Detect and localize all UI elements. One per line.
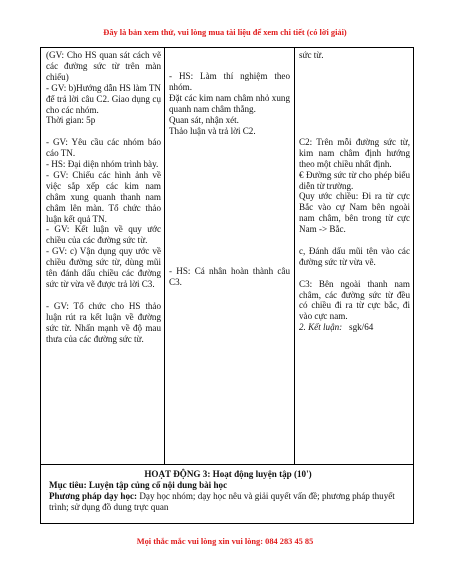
col1-text: - GV: Tổ chức cho HS thảo luận rút ra kết luận về đường sức từ. Nhấn mạnh về độ mau thưa của các đường sức từ.: [46, 300, 161, 344]
col3-text: Quy ước chiều: Đi ra từ cực Bắc vào cự Nam bên ngoài nam châm, bên trong từ cực Nam -> Bắc.: [299, 191, 410, 235]
content-column: [295, 48, 413, 464]
conclusion-value: sgk/64: [349, 322, 374, 333]
col1-text: - GV: Yêu cầu các nhóm báo cáo TN.: [46, 137, 161, 159]
col1-text: - HS: Đại diện nhóm trình bày.: [46, 159, 159, 170]
activity-method: [49, 491, 407, 513]
col1-text: Thời gian: 5p: [46, 115, 96, 126]
col2-text: Quan sát, nhận xét.: [169, 114, 239, 125]
col1-text: - GV: b)Hướng dẫn HS làm TN để trả lời câu C2. Giao dụng cụ cho các nhóm.: [46, 82, 161, 115]
activity-title: HOẠT ĐỘNG 3: Hoạt động luyện tập (10'): [144, 469, 312, 479]
activity-goal: Mục tiêu: Luyện tập củng cố nội dung bài học: [49, 480, 228, 490]
col1-text: - GV: Kết luận về quy ước chiều của các đường sức từ.: [46, 224, 161, 246]
col1-text: - GV: c) Vận dụng quy ước về chiều đường sức từ, dùng mũi tên đánh dấu chiều các đường sức từ vừa vẽ được trả lời C3.: [46, 246, 161, 290]
col2-text: - HS: Làm thí nghiệm theo nhóm.: [169, 71, 290, 92]
method-label: Phương pháp dạy học:: [49, 491, 138, 501]
col3-text: C2: Trên mỗi đường sức từ, kim nam châm định hướng theo một chiều nhất định.: [299, 136, 410, 169]
col3-text: c, Đánh dấu mũi tên vào các đường sức từ vừa vẽ.: [299, 245, 410, 267]
contact-banner: Mọi thắc mắc vui lòng xin vui lòng: 084 283 45 85: [136, 537, 314, 546]
col1-text: - GV: Chiếu các hình ảnh về việc sắp xếp các kim nam châm xung quanh thanh nam châm lên màn. Tổ chức thảo luận kết quả TN.: [46, 169, 161, 224]
preview-banner: Đây là bản xem thử, vui lòng mua tài liệu để xem chi tiết (có lời giải): [103, 28, 347, 37]
activity-3-section: [41, 464, 413, 523]
col2-text: Đặt các kim nam châm nhỏ xung quanh nam châm thẳng.: [169, 92, 290, 114]
teacher-activity-column: [41, 48, 165, 464]
col3-text: C3: Bên ngoài thanh nam châm, các đường sức từ đều có chiều đi ra từ cực bắc, đi vào cực nam.: [299, 278, 410, 322]
lesson-table: [40, 47, 414, 524]
col1-text: (GV: Cho HS quan sát cách vẽ các đường sức từ trên màn chiếu): [46, 50, 161, 82]
col2-text: - HS: Cá nhân hoàn thành câu C3.: [169, 266, 290, 288]
conclusion-line: [299, 322, 410, 333]
col3-text: € Đường sức từ cho phép biểu diễn từ trường.: [299, 169, 410, 191]
method-value: Dạy học nhóm; dạy học nêu và giải quyết vấn đề; phương pháp thuyết trình; sử dụng đồ dung trực quan: [49, 491, 395, 512]
student-activity-column: [165, 48, 295, 464]
conclusion-label: 2. Kết luận:: [299, 322, 343, 333]
col2-text: Thảo luận và trả lời C2.: [169, 125, 256, 136]
col3-text: sức từ.: [299, 50, 324, 60]
